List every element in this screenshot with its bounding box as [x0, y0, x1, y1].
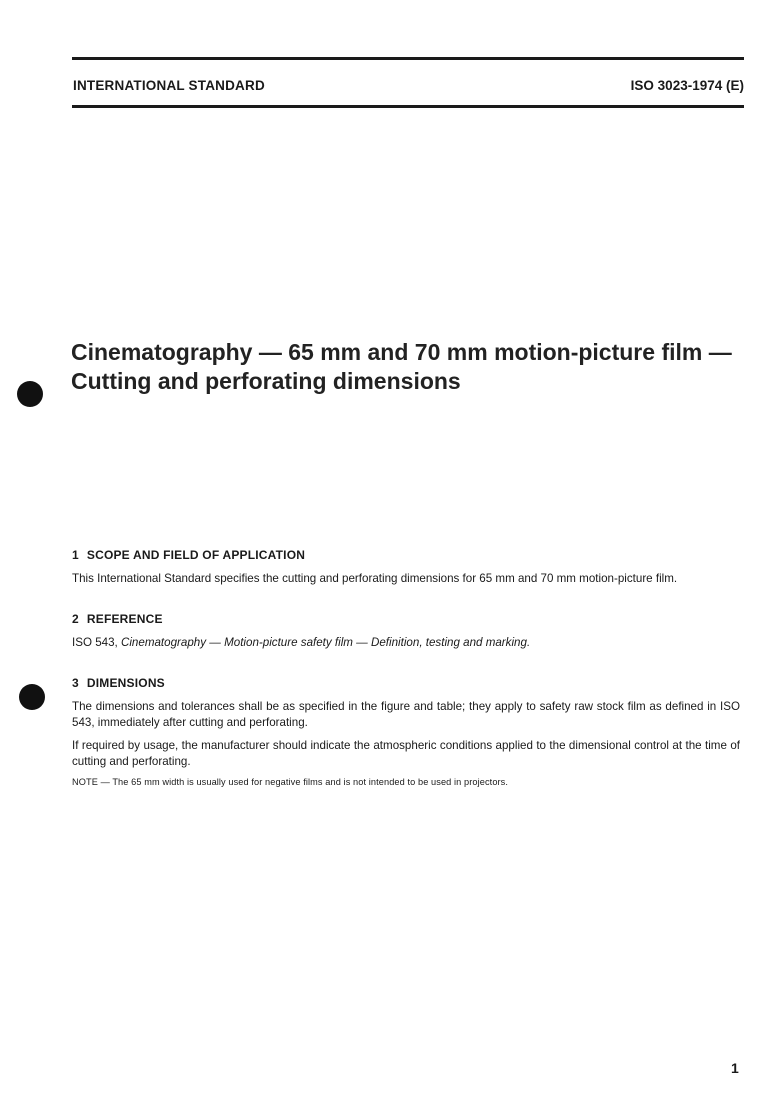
- dimensions-paragraph-1: The dimensions and tolerances shall be as specified in the figure and table; they apply to safety raw stock film as defined in ISO 543, immediately after cutting and perforating.: [72, 700, 740, 729]
- section-heading-scope: [72, 548, 305, 562]
- header-top-rule: [72, 57, 744, 60]
- standard-number-label: ISO 3023-1974 (E): [630, 78, 744, 93]
- header-bottom-rule: [72, 105, 744, 108]
- section-heading-dimensions: [72, 676, 165, 690]
- section-number: 3: [72, 676, 79, 690]
- section-title: DIMENSIONS: [86, 676, 165, 690]
- title-line-1: Cinematography — 65 mm and 70 mm motion-picture film —: [71, 339, 732, 365]
- section-number: 2: [72, 612, 79, 626]
- section-number: 1: [72, 548, 79, 562]
- dimensions-note: NOTE — The 65 mm width is usually used for negative films and is not intended to be used in projectors.: [72, 777, 509, 787]
- page-number: 1: [731, 1060, 739, 1076]
- section-title: SCOPE AND FIELD OF APPLICATION: [86, 548, 306, 562]
- document-type-label: INTERNATIONAL STANDARD: [73, 78, 265, 93]
- punch-hole-mark: [19, 684, 45, 710]
- punch-hole-mark: [17, 381, 43, 407]
- reference-paragraph: [72, 635, 740, 651]
- scope-paragraph: This International Standard specifies the cutting and perforating dimensions for 65 mm and 70 mm motion-picture film.: [72, 572, 678, 585]
- reference-title: Cinematography — Motion-picture safety film — Definition, testing and marking.: [120, 636, 531, 649]
- section-title: REFERENCE: [86, 612, 163, 626]
- dimensions-paragraph-2: If required by usage, the manufacturer should indicate the atmospheric conditions applied to the dimensional control at the time of cutting and perforating.: [72, 739, 740, 768]
- document-title: [71, 338, 761, 396]
- title-line-2: Cutting and perforating dimensions: [71, 368, 461, 394]
- section-heading-reference: [72, 612, 163, 626]
- reference-prefix: ISO 543,: [72, 636, 121, 649]
